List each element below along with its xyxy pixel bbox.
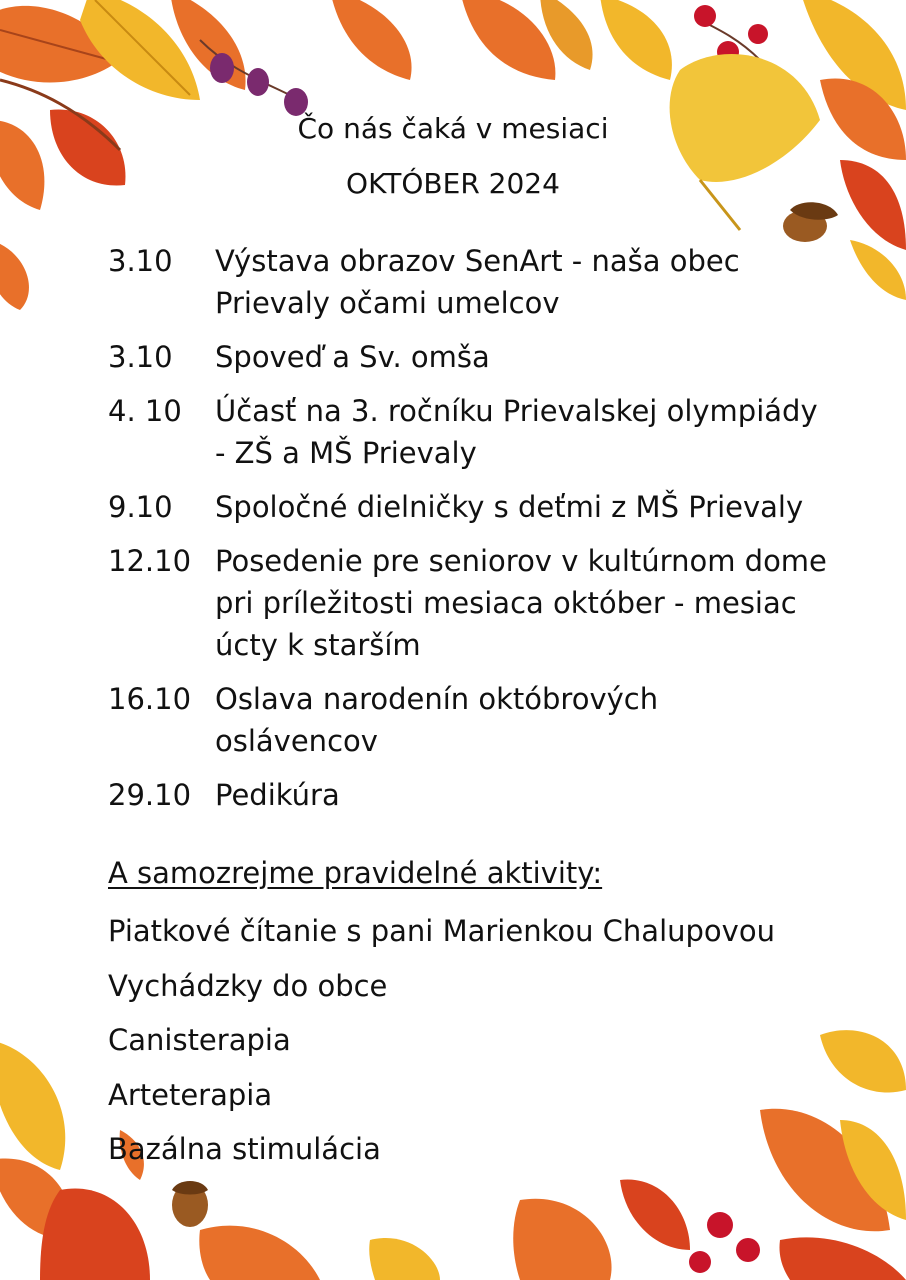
event-item — [108, 390, 828, 474]
list-item: Vychádzky do obce — [108, 968, 388, 1003]
page-title-line1: Čo nás čaká v mesiaci — [297, 112, 609, 145]
event-date: 3.10 — [108, 244, 173, 278]
event-item — [108, 486, 828, 528]
event-date: 4. 10 — [108, 394, 182, 428]
event-date: 3.10 — [108, 340, 173, 374]
event-date: 16.10 — [108, 682, 192, 716]
regular-activities-heading: A samozrejme pravidelné aktivity: — [108, 856, 603, 890]
event-item — [108, 240, 828, 324]
event-text: Spoveď a Sv. omša — [215, 340, 490, 374]
event-item — [108, 678, 828, 762]
list-item: Bazálna stimulácia — [108, 1132, 381, 1166]
list-item: Piatkové čítanie s pani Marienkou Chalupovou — [108, 914, 775, 948]
event-item — [108, 774, 828, 816]
event-date: 29.10 — [108, 778, 192, 812]
regular-activities-list — [108, 910, 775, 1183]
event-text: Posedenie pre seniorov v kultúrnom dome pri príležitosti mesiaca október - mesiac úcty k starším — [215, 544, 827, 662]
list-item: Canisterapia — [108, 1023, 291, 1057]
event-text: Oslava narodenín októbrových oslávencov — [215, 682, 659, 758]
event-list — [108, 240, 828, 828]
event-item — [108, 336, 828, 378]
event-text: Účasť na 3. ročníku Prievalskej olympiády - ZŠ a MŠ Prievaly — [215, 394, 818, 470]
event-date: 12.10 — [108, 544, 192, 578]
event-text: Spoločné dielničky s deťmi z MŠ Prievaly — [215, 490, 804, 524]
page-title-line2: OKTÓBER 2024 — [346, 167, 560, 200]
event-text: Pedikúra — [215, 778, 340, 812]
list-item: Arteterapia — [108, 1077, 273, 1112]
event-item — [108, 540, 828, 666]
event-text: Výstava obrazov SenArt - naša obec Prievaly očami umelcov — [215, 244, 740, 320]
event-date: 9.10 — [108, 490, 173, 524]
